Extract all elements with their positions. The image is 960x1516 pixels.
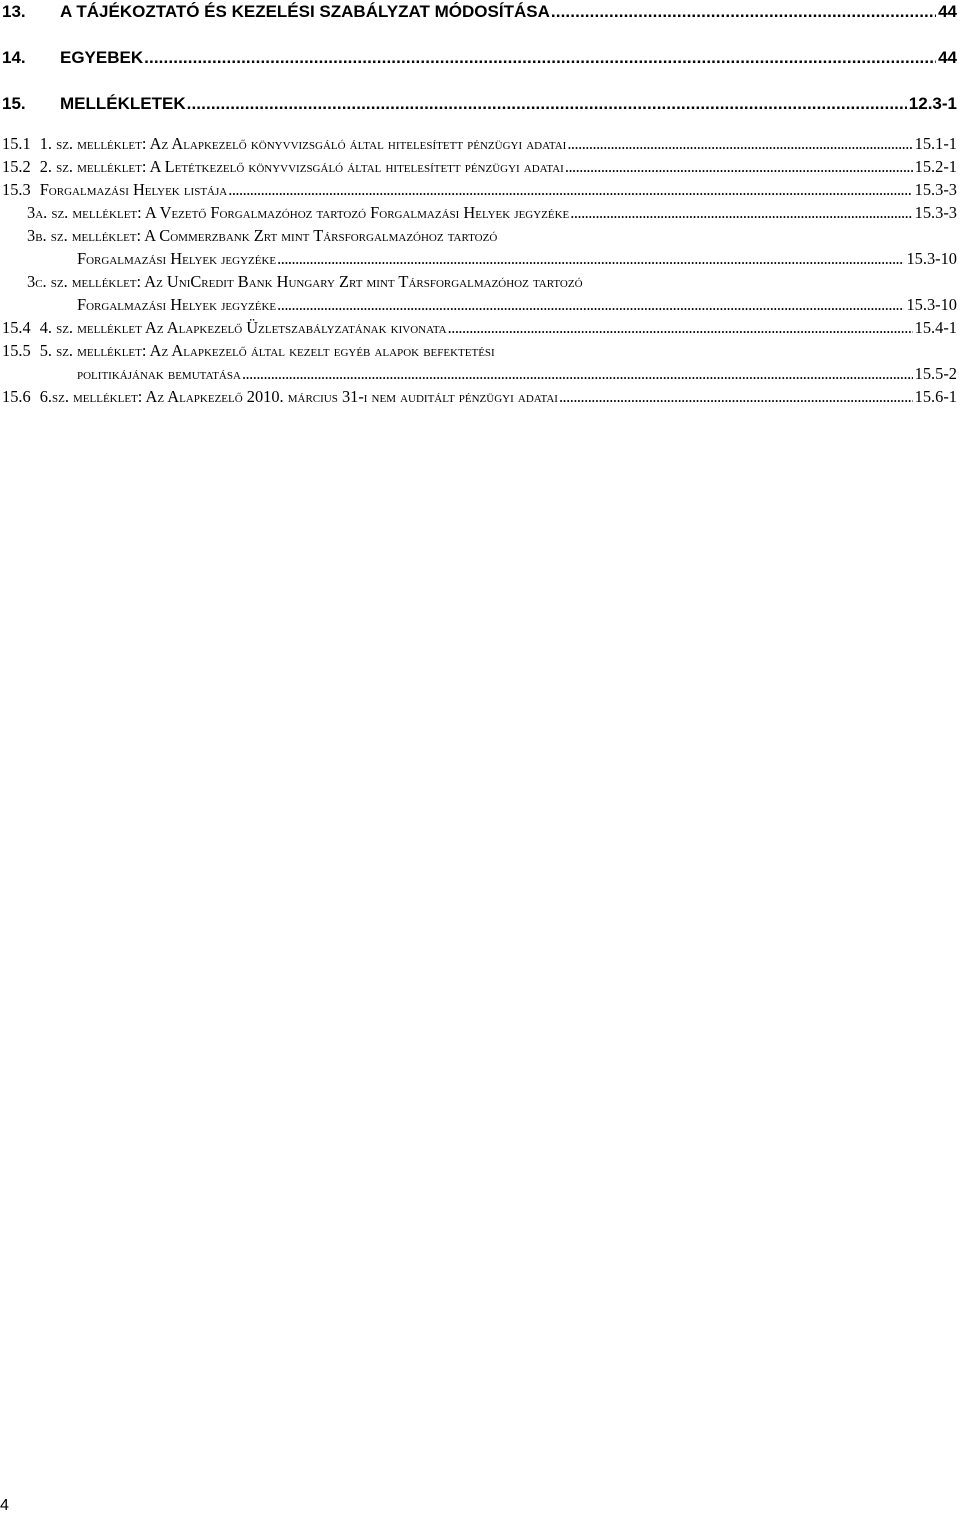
toc-leader-dots <box>565 157 913 177</box>
toc-leader-dots <box>570 203 912 223</box>
toc-entry-number: 14. <box>2 48 26 67</box>
toc-leader-dots <box>144 48 936 68</box>
toc-entry-number: 15.3 <box>2 180 31 199</box>
toc-entry-13[interactable] <box>0 0 960 46</box>
toc-entry-page: 15.1-1 <box>914 134 957 153</box>
toc-entry-page: 44 <box>938 48 957 67</box>
toc-leader-dots <box>448 318 913 338</box>
toc-entry-title: 6.sz. melléklet: Az Alapkezelő 2010. március 31-i nem auditált pénzügyi adatai <box>39 387 558 406</box>
toc-entry-title: Forgalmazási Helyek listája <box>39 180 228 199</box>
toc-leader-dots <box>277 295 904 315</box>
toc-entry-title: 1. sz. melléklet: Az Alapkezelő könyvvizsgáló által hitelesített pénzügyi adatai <box>39 134 567 153</box>
toc-leader-dots <box>228 180 912 200</box>
toc-leader-dots <box>559 387 913 407</box>
toc-entry-title: 4. sz. melléklet Az Alapkezelő Üzletszabályzatának kivonata <box>39 318 447 337</box>
toc-entry-page: 15.3-10 <box>906 295 957 314</box>
toc-entry-title: 5. sz. melléklet: Az Alapkezelő által kezelt egyéb alapok befektetési <box>39 341 495 360</box>
toc-entry-number: 15. <box>2 94 26 113</box>
page-number: 4 <box>0 1497 9 1514</box>
toc-entry-title: 3a. sz. melléklet: A Vezető Forgalmazóhoz tartozó Forgalmazási Helyek jegyzéke <box>27 203 570 222</box>
toc-entry-title: 3b. sz. melléklet: A Commerzbank Zrt mint Társforgalmazóhoz tartozó <box>27 226 498 245</box>
toc-leader-dots <box>242 364 913 384</box>
toc-leader-dots <box>567 134 912 154</box>
toc-entry-3a[interactable] <box>0 203 960 226</box>
toc-entry-page: 12.3-1 <box>908 94 957 113</box>
toc-entry-page: 15.6-1 <box>914 387 957 406</box>
toc-entry-title: 2. sz. melléklet: A Letétkezelő könyvvizsgáló által hitelesített pénzügyi adatai <box>39 157 564 176</box>
toc-entry-15-5[interactable] <box>0 341 960 364</box>
toc-leader-dots <box>277 249 904 269</box>
toc-entry-page: 44 <box>938 2 957 21</box>
toc-entry-3b[interactable] <box>0 226 960 249</box>
toc-entry-number: 15.1 <box>2 134 31 153</box>
toc-entry-title: MELLÉKLETEK <box>60 94 186 113</box>
toc-entry-15-4[interactable] <box>0 318 960 341</box>
toc-entry-15-5-continued[interactable] <box>0 364 960 387</box>
toc-entry-15[interactable] <box>0 92 960 134</box>
toc-entry-15-1[interactable] <box>0 134 960 157</box>
toc-entry-title-continued: Forgalmazási Helyek jegyzéke <box>77 249 277 268</box>
table-of-contents <box>0 0 960 410</box>
toc-entry-page: 15.3-10 <box>906 249 957 268</box>
toc-entry-title-continued: politikájának bemutatása <box>77 364 241 383</box>
toc-entry-page: 15.3-3 <box>914 180 957 199</box>
toc-leader-dots <box>187 94 907 114</box>
toc-entry-number: 15.4 <box>2 318 31 337</box>
toc-entry-number: 15.2 <box>2 157 31 176</box>
toc-entry-title: 3c. sz. melléklet: Az UniCredit Bank Hungary Zrt mint Társforgalmazóhoz tartozó <box>27 272 583 291</box>
toc-leader-dots <box>551 2 936 22</box>
toc-entry-3c-continued[interactable] <box>0 295 960 318</box>
toc-entry-title: A TÁJÉKOZTATÓ ÉS KEZELÉSI SZABÁLYZAT MÓDOSÍTÁSA <box>60 2 550 21</box>
toc-entry-page: 15.4-1 <box>914 318 957 337</box>
toc-entry-title-continued: Forgalmazási Helyek jegyzéke <box>77 295 277 314</box>
toc-entry-number: 15.5 <box>2 341 31 360</box>
toc-entry-14[interactable] <box>0 46 960 92</box>
toc-entry-15-6[interactable] <box>0 387 960 410</box>
toc-entry-page: 15.5-2 <box>914 364 957 383</box>
toc-entry-number: 15.6 <box>2 387 31 406</box>
toc-entry-15-3[interactable] <box>0 180 960 203</box>
toc-entry-3b-continued[interactable] <box>0 249 960 272</box>
toc-entry-page: 15.3-3 <box>914 203 957 222</box>
toc-entry-title: EGYEBEK <box>60 48 144 67</box>
toc-entry-15-2[interactable] <box>0 157 960 180</box>
toc-entry-number: 13. <box>2 2 26 21</box>
toc-entry-page: 15.2-1 <box>914 157 957 176</box>
toc-entry-3c[interactable] <box>0 272 960 295</box>
